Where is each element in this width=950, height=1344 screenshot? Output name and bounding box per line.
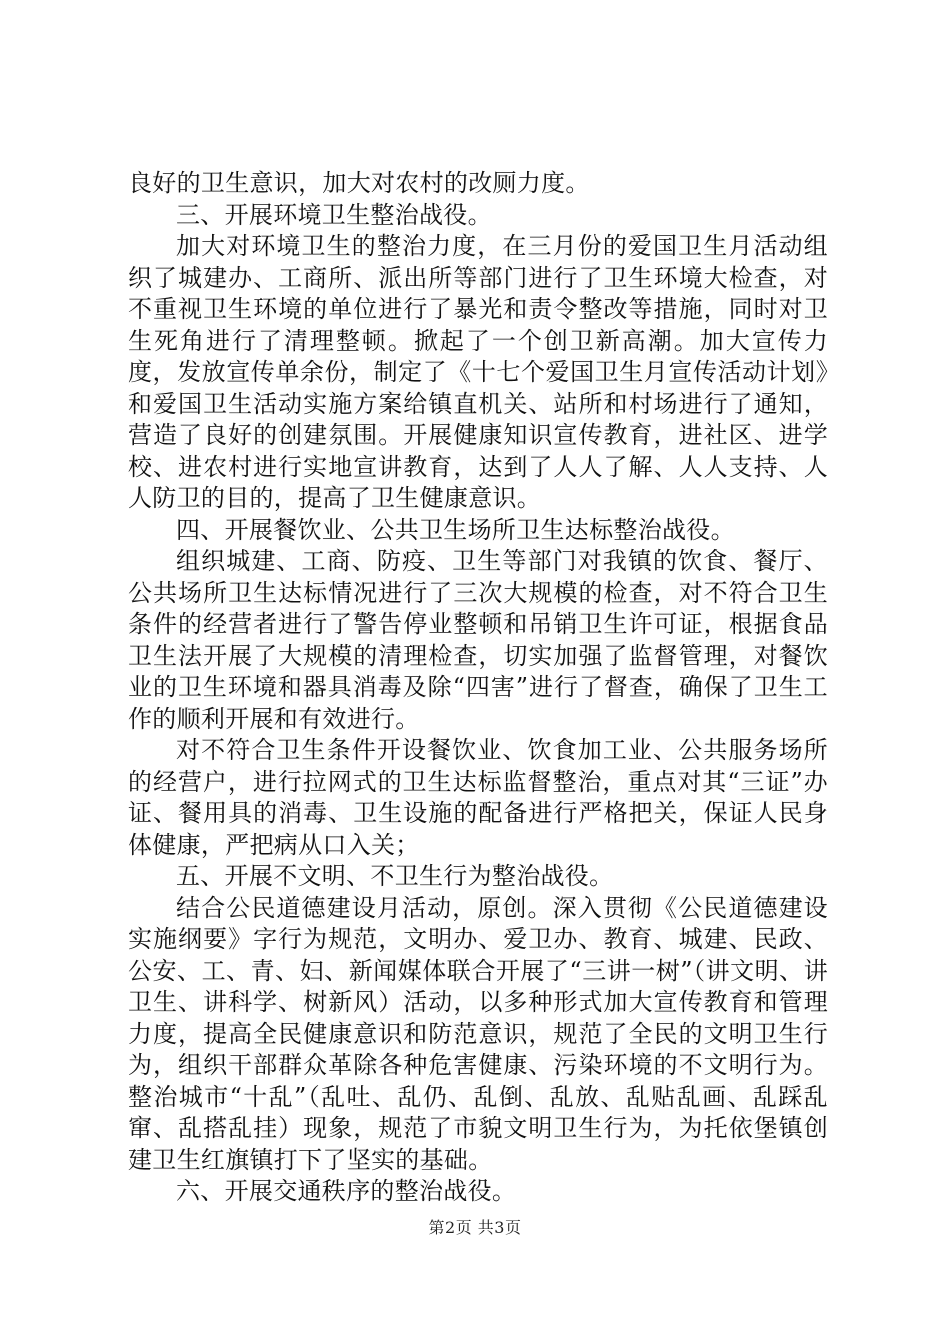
paragraph-catering-supervision: 对不符合卫生条件开设餐饮业、饮食加工业、公共服务场所的经营户，进行拉网式的卫生达标监督整治，重点对其“三证”办证、餐用具的消毒、卫生设施的配备进行严格把关，保证人民身体健康，严把病从口入关； [128, 736, 828, 859]
section-heading-traffic: 六、开展交通秩序的整治战役。 [176, 1177, 517, 1205]
paragraph-behavior: 结合公民道德建设月活动，原创。深入贯彻《公民道德建设实施纲要》字行为规范，文明办、爱卫办、教育、城建、民政、公安、工、青、妇、新闻媒体联合开展了“三讲一树”（讲文明、讲卫生、讲科学、树新风）活动，以多种形式加大宣传教育和管理力度，提高全民健康意识和防范意识，规范了全民的文明卫生行为，组织干部群众革除各种危害健康、污染环境的不文明行为。整治城市“十乱”（乱吐、乱仍、乱倒、乱放、乱贴乱画、乱踩乱窜、乱搭乱挂）现象，规范了市貌文明卫生行为，为托依堡镇创建卫生红旗镇打下了坚实的基础。 [128, 893, 828, 1174]
section-heading-environment: 三、开展环境卫生整治战役。 [176, 200, 492, 229]
page-footer: 第2页 共3页 [428, 1218, 522, 1237]
paragraph-continuation: 良好的卫生意识，加大对农村的改厕力度。 [128, 169, 590, 197]
section-heading-catering: 四、开展餐饮业、公共卫生场所卫生达标整治战役。 [176, 515, 735, 544]
paragraph-environment: 加大对环境卫生的整治力度，在三月份的爱国卫生月活动组织了城建办、工商所、派出所等部门进行了卫生环境大检查，对不重视卫生环境的单位进行了暴光和责令整改等措施，同时对卫生死角进行了清理整顿。掀起了一个创卫新高潮。加大宣传力度，发放宣传单余份，制定了《十七个爱国卫生月宣传活动计划》和爱国卫生活动实施方案给镇直机关、站所和村场进行了通知，营造了良好的创建氛围。开展健康知识宣传教育，进社区、进学校、进农村进行实地宣讲教育，达到了人人了解、人人支持、人人防卫的目的，提高了卫生健康意识。 [128, 232, 828, 512]
paragraph-catering-inspection: 组织城建、工商、防疫、卫生等部门对我镇的饮食、餐厅、公共场所卫生达标情况进行了三次大规模的检查，对不符合卫生条件的经营者进行了警告停业整顿和吊销卫生许可证，根据食品卫生法开展了大规模的清理检查，切实加强了监督管理，对餐饮业的卫生环境和器具消毒及除“四害”进行了督查，确保了卫生工作的顺利开展和有效进行。 [128, 547, 828, 733]
document-body [128, 168, 828, 1208]
section-heading-behavior: 五、开展不文明、不卫生行为整治战役。 [176, 862, 614, 890]
